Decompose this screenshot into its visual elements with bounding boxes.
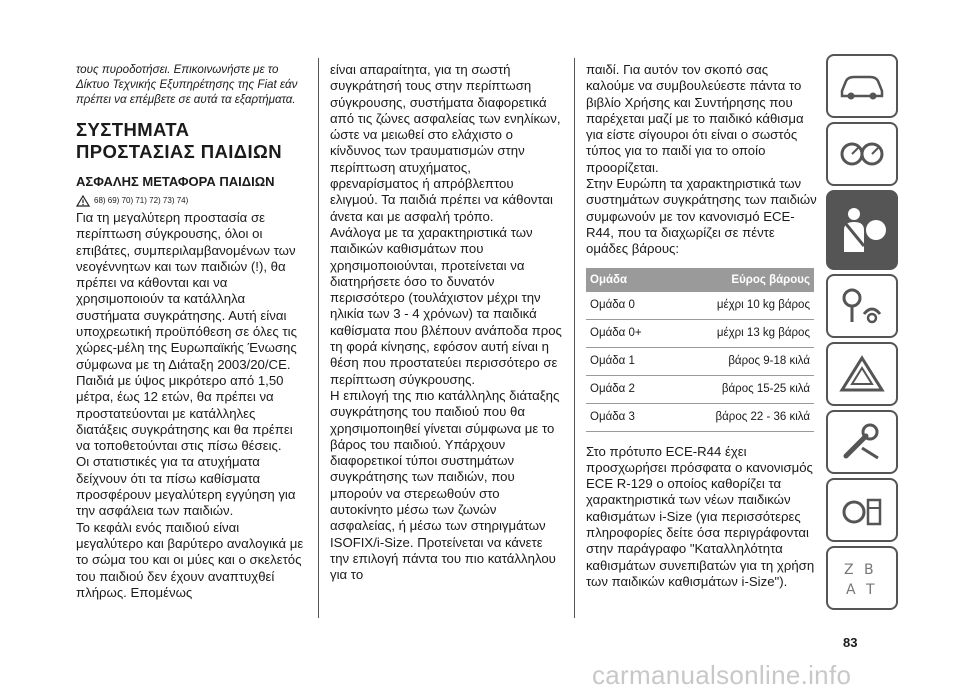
- table-row: [586, 375, 814, 403]
- paragraph: είναι απαραίτητα, για τη σωστή συγκράτησή τους στην περίπτωση σύγκρουσης, συστήματα διαφορετικά από τις ζώνες ασφαλείας των ενηλίκων, ώστε να μειωθεί στο ελάχιστο ο κίνδυνος των τραυματισμών στην περίπτωση ατυχήματος, φρεναρίσματος ή απρόβλεπτου ελιγμού. Τα παιδιά πρέπει να κάθονται άνετα και με ασφαλή τρόπο.: [330, 62, 561, 224]
- warning-references: [76, 194, 308, 208]
- svg-text:Z: Z: [844, 562, 854, 578]
- tab-specs[interactable]: [826, 478, 898, 542]
- tab-key[interactable]: [826, 274, 898, 338]
- weight-groups-table: [586, 268, 814, 432]
- tab-safety[interactable]: [826, 190, 898, 270]
- table-row: [586, 292, 814, 320]
- table-cell: βάρος 22 - 36 κιλά: [670, 403, 814, 431]
- column-divider: [318, 58, 319, 618]
- paragraph: Οι στατιστικές για τα ατυχήματα δείχνουν ότι τα πίσω καθίσματα προσφέρουν μεγαλύτερη εγγύηση για την ασφάλεια των παιδιών.: [76, 454, 296, 519]
- table-header-row: [586, 268, 814, 292]
- svg-text:B: B: [864, 562, 874, 578]
- warning-triangle-icon: [838, 354, 886, 394]
- table-cell: Ομάδα 3: [586, 403, 670, 431]
- table-cell: μέχρι 13 kg βάρος: [670, 319, 814, 347]
- car-icon: [838, 71, 886, 101]
- index-letters-icon: [838, 556, 886, 600]
- table-cell: βάρος 9-18 κιλά: [670, 347, 814, 375]
- paragraph: Παιδιά με ύψος μικρότερο από 1,50 μέτρα, έως 12 ετών, θα πρέπει να προστατεύονται με κατάλληλες διατάξεις συγκράτησης και θα πρέπει να τοποθετούνται στις πίσω θέσεις.: [76, 372, 293, 454]
- table-cell: βάρος 15-25 κιλά: [670, 375, 814, 403]
- tab-maintenance[interactable]: [826, 410, 898, 474]
- paragraph: Ανάλογα με τα χαρακτηριστικά των παιδικών καθισμάτων που χρησιμοποιούνται, προτείνεται να διατηρήσετε όσο το δυνατόν περισσότερο (τουλάχιστον μέχρι την ηλικία των 3 - 4 χρόνων) τα παιδικά καθίσματα που βλέπουν ανάποδα προς τη φορά κίνησης, εφόσον αυτή είναι η θέση που προστατεύει περισσότερο σε περίπτωση σύγκρουσης.: [330, 224, 562, 387]
- table-cell: μέχρι 10 kg βάρος: [670, 292, 814, 320]
- wrench-icon: [838, 422, 886, 462]
- table-cell: Ομάδα 2: [586, 375, 670, 403]
- paragraph: Για τη μεγαλύτερη προστασία σε περίπτωση σύγκρουσης, όλοι οι επιβάτες, συμπεριλαμβανομένων των νεογέννητων και των παιδιών (!), θα πρέπει να κάθονται και να χρησιμοποιούν τα κατάλληλα συστήματα συγκράτησης. Αυτή είναι υποχρεωτική προϋπόθεση σε όλες τις χώρες-μέλη της Ευρωπαϊκής Ένωσης σύμφωνα με τη Διάταξη 2003/20/CE.: [76, 210, 297, 372]
- subsection-heading: ΑΣΦΑΛΗΣ ΜΕΤΑΦΟΡΑ ΠΑΙΔΙΩΝ: [76, 174, 275, 189]
- paragraph: παιδί. Για αυτόν τον σκοπό σας καλούμε να συμβουλεύεστε πάντα το βιβλίο Χρήσης και Συντήρησης που παρέχεται μαζί με το παιδικό κάθισμα για είστε σίγουροι ότι είναι ο σωστός τύπος για το παιδί για το οποίο προορίζεται.: [586, 62, 804, 175]
- column-divider: [574, 58, 575, 618]
- svg-text:T: T: [866, 582, 875, 598]
- table-header: Εύρος βάρους: [670, 268, 814, 292]
- paragraph: Το κεφάλι ενός παιδιού είναι μεγαλύτερο και βαρύτερο αναλογικά με το σώμα του και οι μύες και ο σκελετός του παιδιού δεν έχουν αναπτυχθεί πλήρως. Επομένως: [76, 519, 304, 600]
- tab-car[interactable]: [826, 54, 898, 118]
- seatbelt-airbag-icon: [834, 202, 890, 258]
- table-header: Ομάδα: [586, 268, 670, 292]
- page-number: 83: [843, 635, 858, 650]
- table-row: [586, 347, 814, 375]
- specs-icon: [838, 490, 886, 530]
- table-row: [586, 319, 814, 347]
- column-3: [586, 62, 818, 590]
- column-1: [76, 62, 308, 601]
- tab-emergency[interactable]: [826, 342, 898, 406]
- warning-triangle-icon: [76, 195, 90, 207]
- chapter-tabs: [826, 54, 898, 614]
- paragraph: Στην Ευρώπη τα χαρακτηριστικά των συστημάτων συγκράτησης των παιδιών συμφωνούν με τον κανονισμό ECE-R44, που τα διαχωρίζει σε πέντε ομάδες βάρους:: [586, 176, 817, 257]
- table-cell: Ομάδα 0+: [586, 319, 670, 347]
- paragraph: Στο πρότυπο ECE-R44 έχει προσχωρήσει πρόσφατα ο κανονισμός ECE R-129 ο οποίος καθορίζει τα χαρακτηριστικά των νέων παιδικών καθισμάτων i-Size (για περισσότερες πληροφορίες δείτε όσα περιγράφονται στην παράγραφο "Καταλληλότητα καθισμάτων συνεπιβατών για τη χρήση των παιδικών καθισμάτων i-Size").: [586, 443, 815, 589]
- key-icon: [838, 286, 886, 326]
- intro-text: τους πυροδοτήσει. Επικοινωνήστε με το Δίκτυο Τεχνικής Εξυπηρέτησης της Fiat εάν πρέπει να επέμβετε σε αυτά τα εξαρτήματα.: [76, 63, 298, 106]
- section-heading: ΣΥΣΤΗΜΑΤΑ ΠΡΟΣΤΑΣΙΑΣ ΠΑΙΔΙΩΝ: [76, 119, 283, 162]
- dashboard-icon: [838, 139, 886, 169]
- table-row: [586, 403, 814, 431]
- svg-text:A: A: [846, 582, 856, 598]
- paragraph: Η επιλογή της πιο κατάλληλης διάταξης συγκράτησης του παιδιού που θα χρησιμοποιηθεί γίνεται σύμφωνα με το βάρος του παιδιού. Υπάρχουν διαφορετικοί τύποι συστημάτων συγκράτησης των παιδιών, που μπορούν να στερεωθούν στο αυτοκίνητο μέσω των ζωνών ασφαλείας, ή μέσω των στηριγμάτων ISOFIX/i-Size. Προτείνεται να κάνετε την επιλογή πάντα του πιο κατάλληλου για το: [330, 387, 560, 583]
- table-cell: Ομάδα 0: [586, 292, 670, 320]
- reference-numbers: 68) 69) 70) 71) 72) 73) 74): [94, 196, 189, 205]
- table-cell: Ομάδα 1: [586, 347, 670, 375]
- column-2: [330, 62, 562, 584]
- tab-dashboard[interactable]: [826, 122, 898, 186]
- tab-index[interactable]: [826, 546, 898, 610]
- watermark: carmanualsonline.info: [592, 660, 852, 690]
